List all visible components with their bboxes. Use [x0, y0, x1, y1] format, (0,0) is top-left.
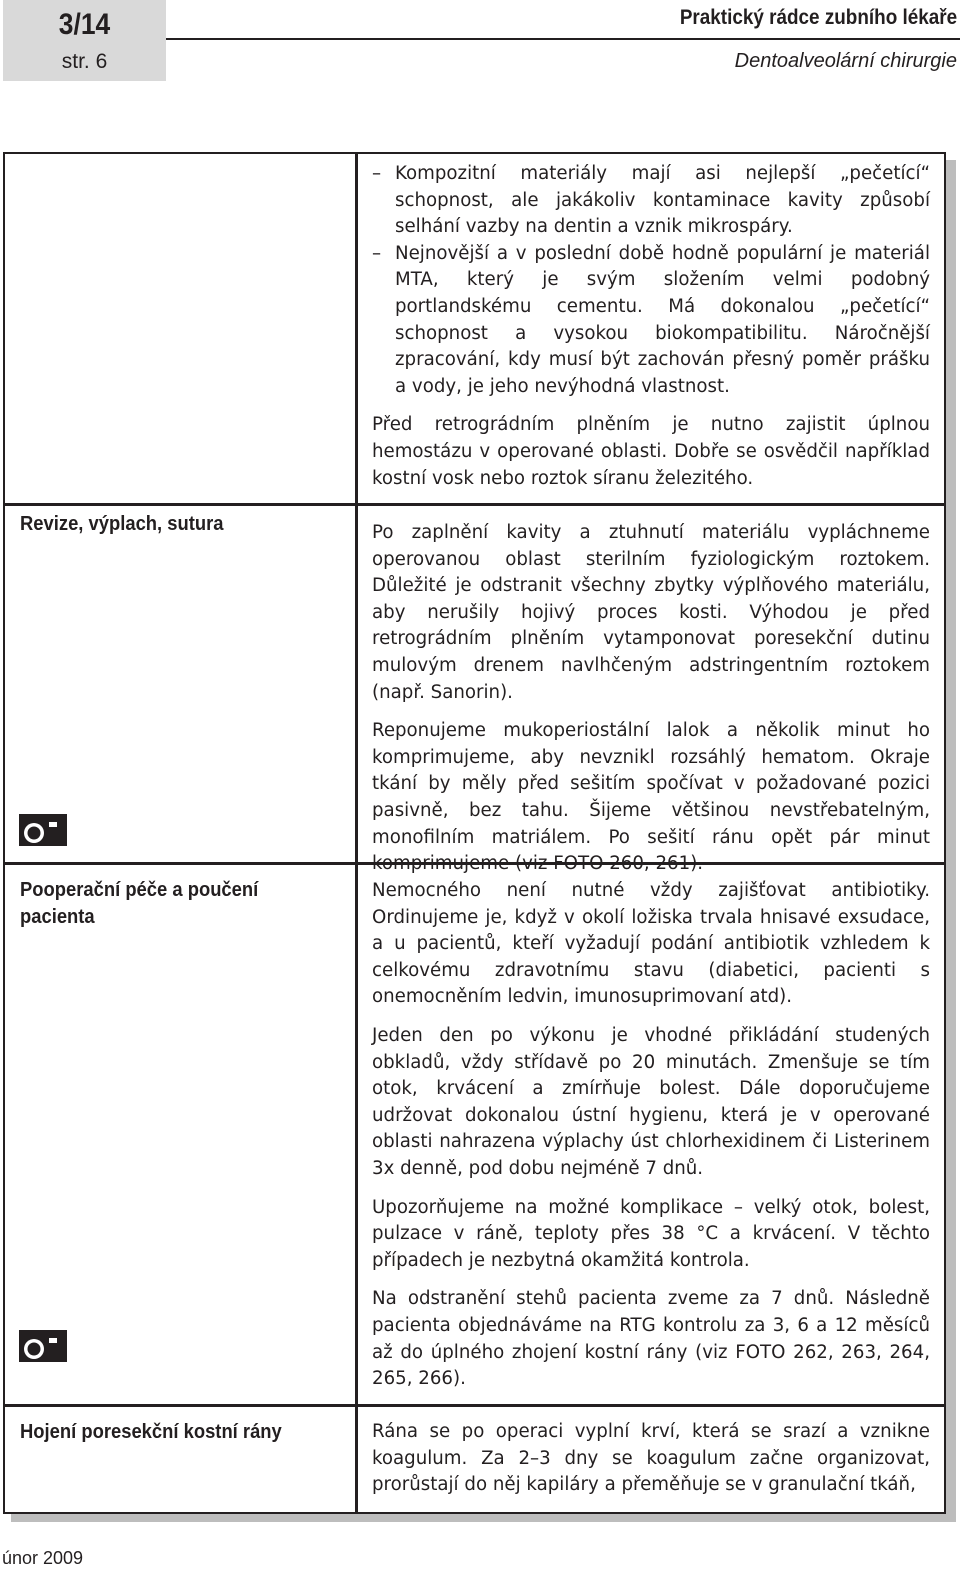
page-number-tab — [3, 0, 166, 81]
section-revize-body — [372, 520, 930, 890]
publication-title: Praktický rádce zubního lékaře — [679, 6, 957, 29]
camera-icon — [19, 814, 67, 846]
paragraph: Reponujeme mukoperiostální lalok a několik minut ho komprimujeme, aby nevznikl rozsáhlý hematom. Okraje tkání by měly před sešitím spočívat v požadované pozici pasivně, bez tahu. Šijeme většinou nevstřebatelným, monofilním matriálem. Po sešití ránu opět pár minut komprimujeme (viz FOTO 260, 261). — [372, 720, 930, 875]
content-box — [3, 152, 946, 1514]
section-hojeni-body — [372, 1419, 930, 1511]
paragraph: Rána se po operaci vyplní krví, která se srazí a vznikne koagulum. Za 2–3 dny se koagulum začne organizovat, prorůstají do něj kapiláry a přeměňuje se v granulační tkáň, — [372, 1421, 930, 1496]
side-heading-revize: Revize, výplach, sutura — [20, 513, 224, 535]
section-pooperacni-body — [372, 878, 930, 1405]
issue-date: únor 2009 — [2, 1548, 84, 1568]
section-title: Dentoalveolární chirurgie — [734, 50, 957, 72]
paragraph: Jeden den po výkonu je vhodné přikládání studených obkladů, vždy střídavě po 20 minutách. Zmenšuje se tím otok, krvácení a zmírňuje bolest. Dále doporučujeme udržovat dokonalou ústní hygienu, která je v operované oblasti nahrazena výplachy úst chlorhexidinem či Listerinem 3x denně, pod dobu nejméně 7 dnů. — [372, 1024, 930, 1179]
section-retrograde-materials — [372, 161, 930, 504]
list-item: – Nejnovější a v poslední době hodně populární je materiál MTA, který je svým složením velmi podobný portlandskému cementu. Má dokonalou „pečetící“ schopnost a vysokou biokompatibilitu. Náročnější zpracování, kdy musí být zachován přesný poměr prášku a vody, je jeho nevýhodná vlastnost. — [372, 241, 930, 401]
material-list — [372, 161, 930, 400]
issue-number: 3/14 — [58, 8, 111, 41]
page-number: str. 6 — [61, 50, 108, 73]
side-heading-hojeni: Hojení poresekční kostní rány — [20, 1421, 282, 1443]
paragraph: Na odstranění stehů pacienta zveme za 7 dnů. Následně pacienta objednáváme na RTG kontrolu za 3, 6 a 12 měsíců až do úplného zhojení kostní rány (viz FOTO 262, 263, 264, 265, 266). — [372, 1288, 930, 1390]
list-item: – Kompozitní materiály mají asi nejlepší „pečetící“ schopnost, ale jakákoliv kontaminace kavity způsobí selhání vazby na dentin a vznik mikrospáry. — [372, 161, 930, 241]
paragraph: Upozorňujeme na možné komplikace – velký otok, bolest, pulzace v ráně, teploty přes 38 °C a krvácení. V těchto případech je nezbytná okamžitá kontrola. — [372, 1196, 930, 1271]
side-heading-pooperacni-pece: Pooperační péče a poučení pacienta — [20, 879, 259, 928]
header-divider — [166, 38, 960, 40]
camera-icon — [19, 1330, 67, 1362]
paragraph: Nemocného není nutné vždy zajišťovat antibiotiky. Ordinujeme je, když v okolí ložiska trvala hnisavé exsudace, a u pacientů, kteří vyžadují podání antibiotik vzhledem k celkovému zdravotnímu stavu (diabetici, pacienti s onemocněním ledvin, imunosuprimovaní atd). — [372, 880, 930, 1008]
paragraph: Po zaplnění kavity a ztuhnutí materiálu vypláchneme operovanou oblast sterilním fyziologickým roztokem. Důležité je odstranit všechny zbytky výplňového materiálu, aby nerušily hojivý proces kosti. Výhodou je před retrográdním plněním vytamponovat poresekční dutinu mulovým drenem navlhčeným adstringentním roztokem (např. Sanorin). — [372, 522, 930, 703]
column-divider — [355, 154, 358, 1512]
paragraph: Před retrográdním plněním je nutno zajistit úplnou hemostázu v operované oblasti. Dobře se osvědčil například kostní vosk nebo roztok síranu železitého. — [372, 414, 930, 489]
